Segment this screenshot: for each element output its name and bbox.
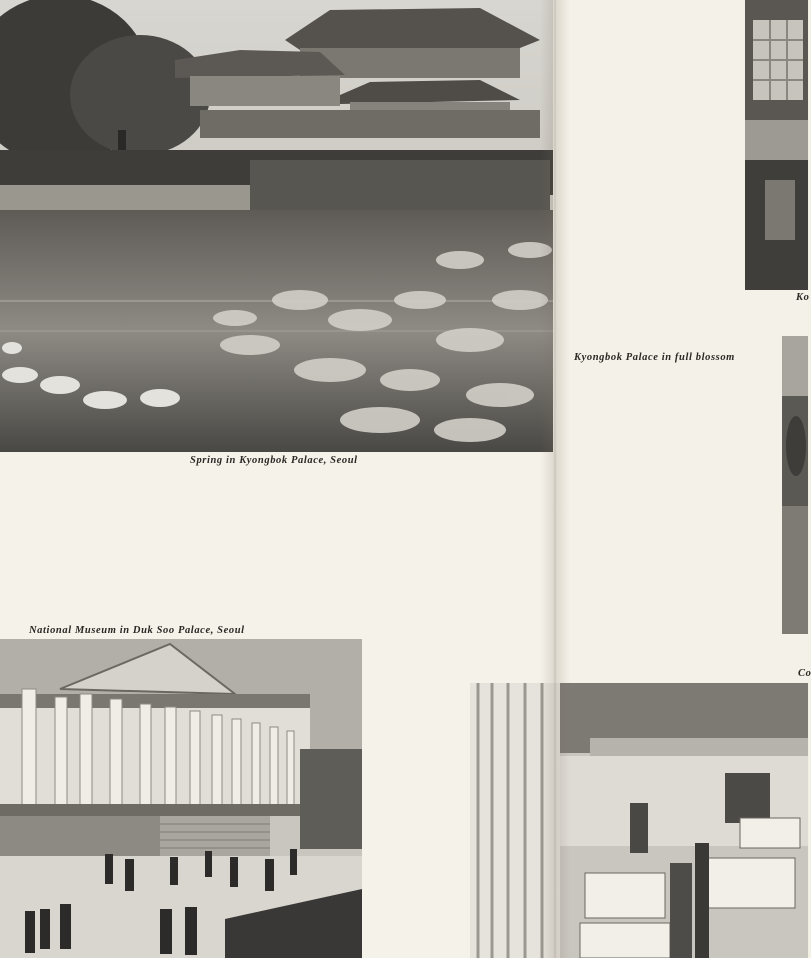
- caption-national-museum: National Museum in Duk Soo Palace, Seoul: [29, 625, 245, 636]
- dining-hall-photo: [470, 683, 808, 958]
- caption-spring-kyongbok: Spring in Kyongbok Palace, Seoul: [190, 455, 358, 466]
- national-museum-photo: [0, 639, 362, 958]
- book-gutter: [540, 0, 570, 958]
- right-edge-mid-photo: [782, 336, 808, 634]
- palace-pond-photo: [0, 0, 553, 452]
- caption-edge-fragment-mid: Co: [798, 668, 811, 679]
- caption-edge-fragment-top: Ko: [796, 292, 810, 303]
- right-edge-top-photo: [745, 0, 808, 290]
- caption-kyongbok-blossom: Kyongbok Palace in full blossom: [574, 352, 735, 363]
